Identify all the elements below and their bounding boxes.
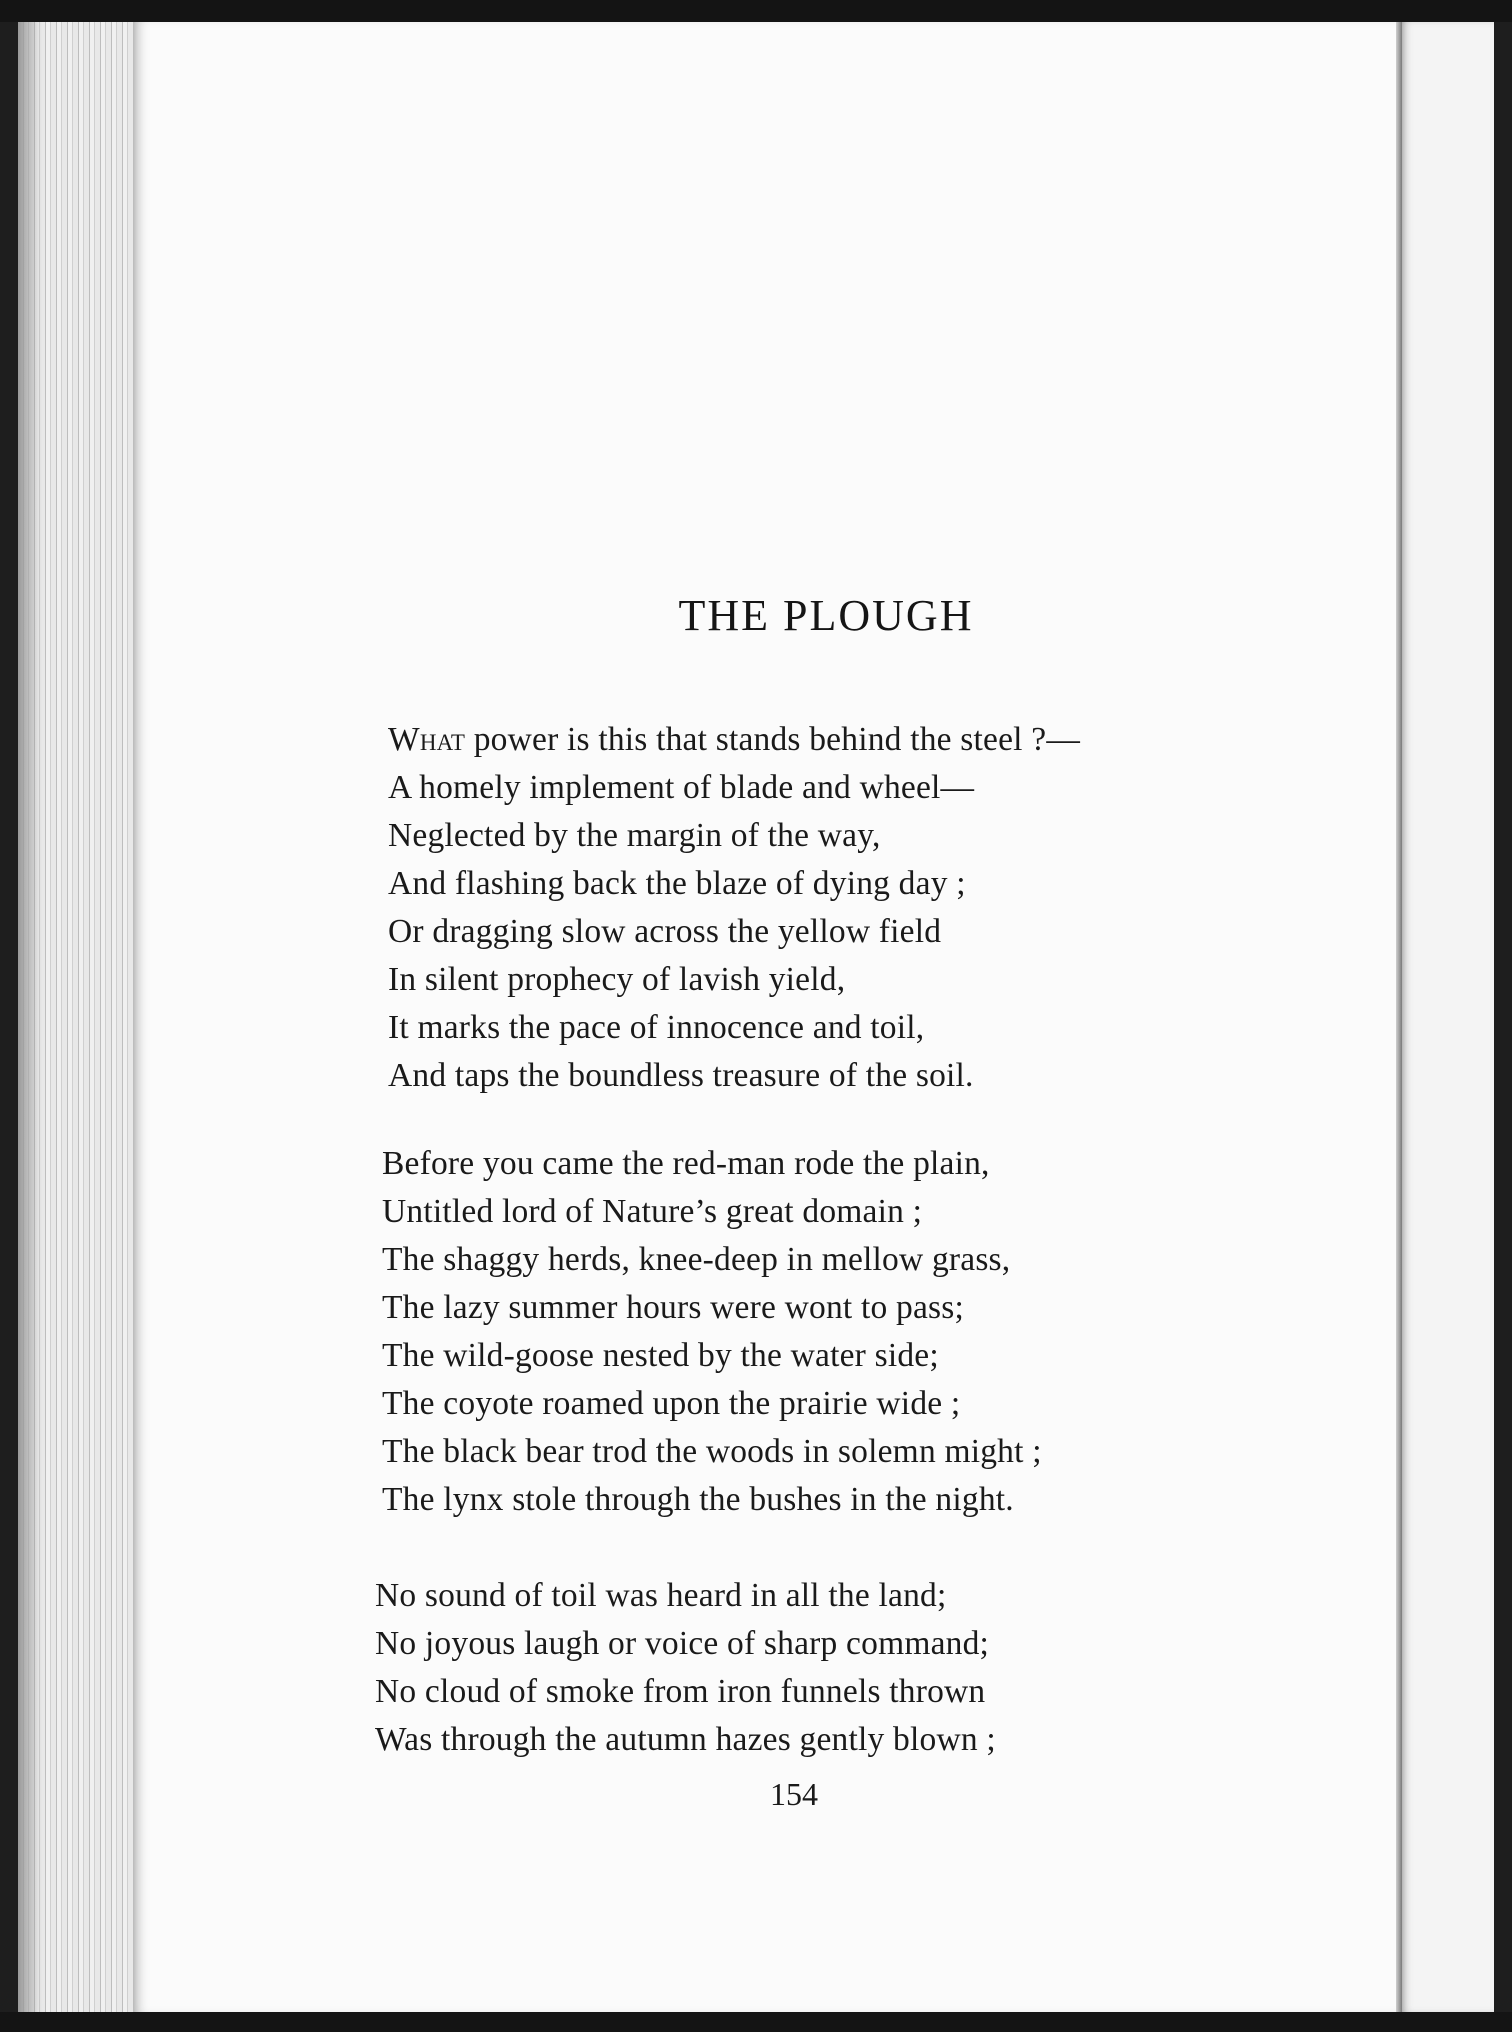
poem-line: Neglected by the margin of the way, (388, 817, 881, 854)
poem-line: The wild-goose nested by the water side; (382, 1337, 939, 1374)
drop-word: What (388, 721, 466, 758)
poem-line: A homely implement of blade and wheel— (388, 769, 975, 806)
poem-line: Was through the autumn hazes gently blown ; (375, 1721, 996, 1758)
poem-line: It marks the pace of innocence and toil, (388, 1009, 925, 1046)
poem-line: The shaggy herds, knee-deep in mellow grass, (382, 1241, 1011, 1278)
poem-line: Untitled lord of Nature’s great domain ; (382, 1193, 923, 1230)
page-edges-shadow (18, 22, 42, 2012)
poem-line: In silent prophecy of lavish yield, (388, 961, 846, 998)
poem-line: And flashing back the blaze of dying day ; (388, 865, 966, 902)
top-binding (0, 0, 1512, 22)
poem-line: And taps the boundless treasure of the soil. (388, 1057, 974, 1094)
poem-line (388, 716, 1080, 764)
poem-line: No joyous laugh or voice of sharp command; (375, 1625, 990, 1662)
poem-line: The coyote roamed upon the prairie wide ; (382, 1385, 961, 1422)
bottom-binding (0, 2012, 1512, 2032)
stanza-2 (382, 1140, 1042, 1524)
poem-line: The black bear trod the woods in solemn might ; (382, 1433, 1042, 1470)
stanza-3 (375, 1572, 996, 1764)
poem-line: The lazy summer hours were wont to pass; (382, 1289, 965, 1326)
poem-line: The lynx stole through the bushes in the night. (382, 1481, 1014, 1518)
poem-line: No sound of toil was heard in all the land; (375, 1577, 947, 1614)
poem-line: Or dragging slow across the yellow field (388, 913, 942, 950)
page-number: 154 (770, 1776, 818, 1812)
line-text: power is this that stands behind the steel ?— (465, 721, 1081, 758)
poem-line: Before you came the red-man rode the plain, (382, 1145, 990, 1182)
stanza-1 (388, 716, 1080, 1100)
facing-page-edge (1402, 22, 1494, 2012)
poem-line: No cloud of smoke from iron funnels thrown (375, 1673, 986, 1710)
poem-title: THE PLOUGH (678, 591, 974, 640)
